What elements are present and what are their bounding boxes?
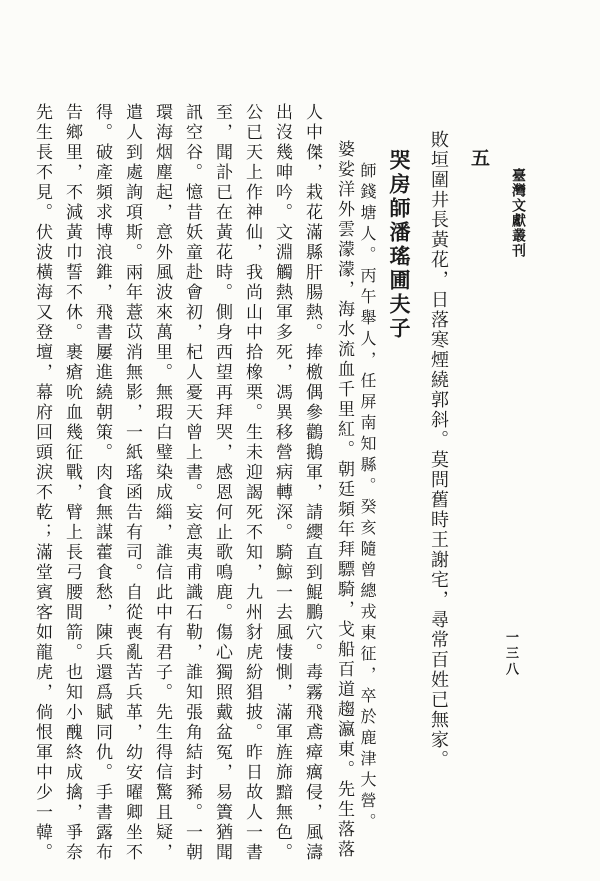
elegy-column: 出沒幾呻吟。文淵觸熱軍多死，馮異移營病轉深。騎鯨一去風悽惻，滿軍旌旆黯無色。	[272, 103, 292, 863]
elegy-column: 人中傑，栽花滿縣肝腸熱。捧檄偶參鸛鵝軍，請纓直到鯤鵬穴。毒霧飛鳶瘴癘侵，風濤	[302, 103, 322, 863]
elegy-column: 先生長不見。伏波橫海又登壇，幕府回頭淚不乾；滿堂賓客如龍虎，倘恨軍中少一韓。	[32, 103, 52, 863]
poem-number-five: 五	[468, 148, 490, 167]
elegy-column: 環海烟塵起，意外風波來萬里。無瑕白璧染成緇，誰信此中有君子。先生得信驚且疑，	[152, 103, 172, 863]
quatrain-text: 敗垣圍井長黃花，日落寒煙繞郭斜。莫問舊時王謝宅，尋常百姓已無家。	[428, 130, 449, 770]
elegy-column: 至，聞訃已在黃花時。側身西望再拜哭，感恩何止歌鳴鹿。傷心獨照戴盆冤，易簀猶聞	[212, 103, 232, 863]
elegy-column: 得。破產頻求博浪錐，飛書屢進繞朝策。肉食無謀藿食愁，陳兵還爲賦同仇。手書露布	[92, 103, 112, 863]
elegy-annotation: 師錢塘人。丙午舉人，任屏南知縣。癸亥隨曾總戎東征，卒於鹿津大營。	[358, 162, 377, 834]
elegy-column: 公已天上作神仙，我尚山中拾橡栗。生未迎謁死不知，九州豺虎紛猖披。昨日故人一書	[242, 103, 262, 863]
elegy-column: 婆娑洋外雲濛濛，海水流血千里紅。朝廷頻年拜驃騎，戈船百道趨瀛東。先生落落	[334, 140, 354, 860]
page-number: 一三八	[503, 630, 518, 678]
series-title: 臺灣文獻叢刊	[510, 168, 526, 258]
elegy-column: 訊空谷。憶昔妖童赴會初，杞人憂天曾上書。妄意夷甫識石勒，誰知張角結封豨。一朝	[182, 103, 202, 863]
elegy-column: 遣人到處詢項斯。兩年薏苡消無影，一紙瑤函告有司。自從喪亂苦兵革，幼安曜卿坐不	[122, 103, 142, 863]
elegy-title: 哭房師潘瑤圃夫子	[387, 149, 412, 341]
elegy-column: 告鄉里，不減黃巾誓不休。裹瘡吮血幾征戰，臂上長弓腰間箭。也知小醜終成擒，爭奈	[62, 103, 82, 863]
